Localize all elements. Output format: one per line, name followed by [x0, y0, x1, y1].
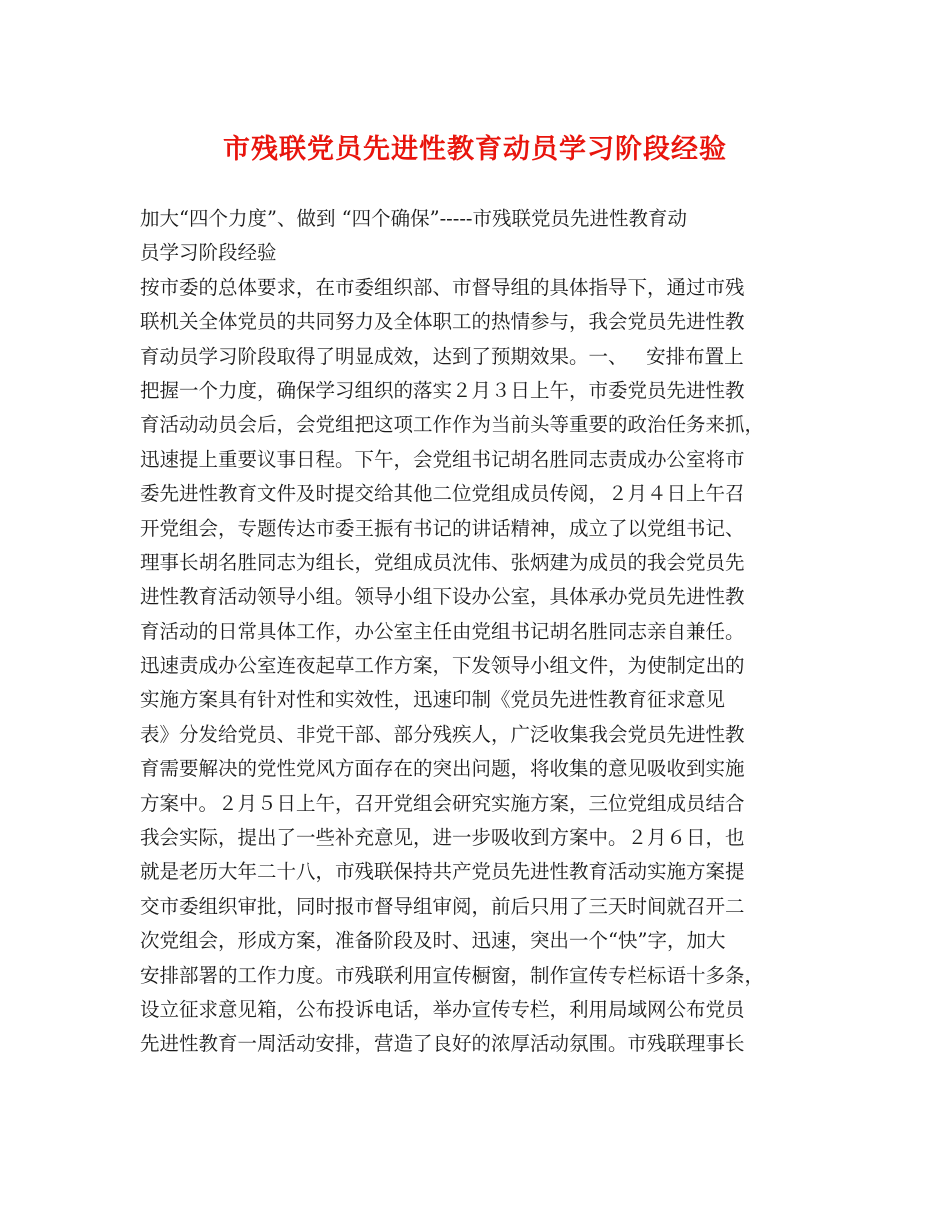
body-line: 次党组会，形成方案，准备阶段及时、迅速，突出一个“快”字，加大	[140, 929, 726, 953]
body-line: 委先进性教育文件及时提交给其他二位党组成员传阅，２月４日上午召	[140, 482, 745, 506]
body-line: 育动员学习阶段取得了明显成效，达到了预期效果。一、 安排布置上	[140, 344, 744, 368]
body-line: 方案中。２月５日上午，召开党组会研究实施方案，三位党组成员结合	[140, 791, 745, 815]
body-line: 育需要解决的党性党风方面存在的突出问题，将收集的意见吸收到实施	[140, 757, 745, 781]
body-line: 员学习阶段经验	[140, 241, 277, 265]
body-line: 加大“四个力度”、做到 “四个确保”-----市残联党员先进性教育动	[140, 207, 688, 230]
body-line: 理事长胡名胜同志为组长，党组成员沈伟、张炳建为成员的我会党员先	[140, 550, 745, 574]
body-line: 育活动的日常具体工作，办公室主任由党组书记胡名胜同志亲自兼任。	[140, 619, 745, 643]
body-line: 开党组会，专题传达市委王振有书记的讲话精神，成立了以党组书记、	[140, 516, 745, 540]
body-line: 迅速责成办公室连夜起草工作方案，下发领导小组文件，为使制定出的	[140, 654, 745, 678]
body-line: 联机关全体党员的共同努力及全体职工的热情参与，我会党员先进性教	[140, 310, 745, 334]
body-line: 表》分发给党员、非党干部、部分残疾人，广泛收集我会党员先进性教	[140, 722, 745, 746]
document-title: 市残联党员先进性教育动员学习阶段经验	[223, 134, 727, 165]
body-line: 迅速提上重要议事日程。下午，会党组书记胡名胜同志责成办公室将市	[140, 447, 745, 471]
body-line: 实施方案具有针对性和实效性，迅速印制《党员先进性教育征求意见	[140, 688, 726, 712]
body-line: 把握一个力度，确保学习组织的落实２月３日上午，市委党员先进性教	[140, 378, 745, 402]
document-body	[140, 202, 820, 1062]
body-line: 设立征求意见箱，公布投诉电话，举办宣传专栏，利用局域网公布党员	[140, 997, 745, 1021]
body-line: 进性教育活动领导小组。领导小组下设办公室，具体承办党员先进性教	[140, 585, 745, 609]
body-line: 我会实际，提出了一些补充意见，进一步吸收到方案中。２月６日，也	[140, 826, 745, 850]
body-line: 就是老历大年二十八，市残联保持共产党员先进性教育活动实施方案提	[140, 860, 745, 884]
body-line: 按市委的总体要求，在市委组织部、市督导组的具体指导下，通过市残	[140, 275, 745, 299]
body-line: 先进性教育一周活动安排，营造了良好的浓厚活动氛围。市残联理事长	[140, 1032, 745, 1056]
body-line: 安排部署的工作力度。市残联利用宣传橱窗，制作宣传专栏标语十多条，	[140, 963, 765, 987]
body-line: 交市委组织审批，同时报市督导组审阅，前后只用了三天时间就召开二	[140, 894, 745, 918]
body-line: 育活动动员会后，会党组把这项工作作为当前头等重要的政治任务来抓，	[140, 413, 765, 437]
